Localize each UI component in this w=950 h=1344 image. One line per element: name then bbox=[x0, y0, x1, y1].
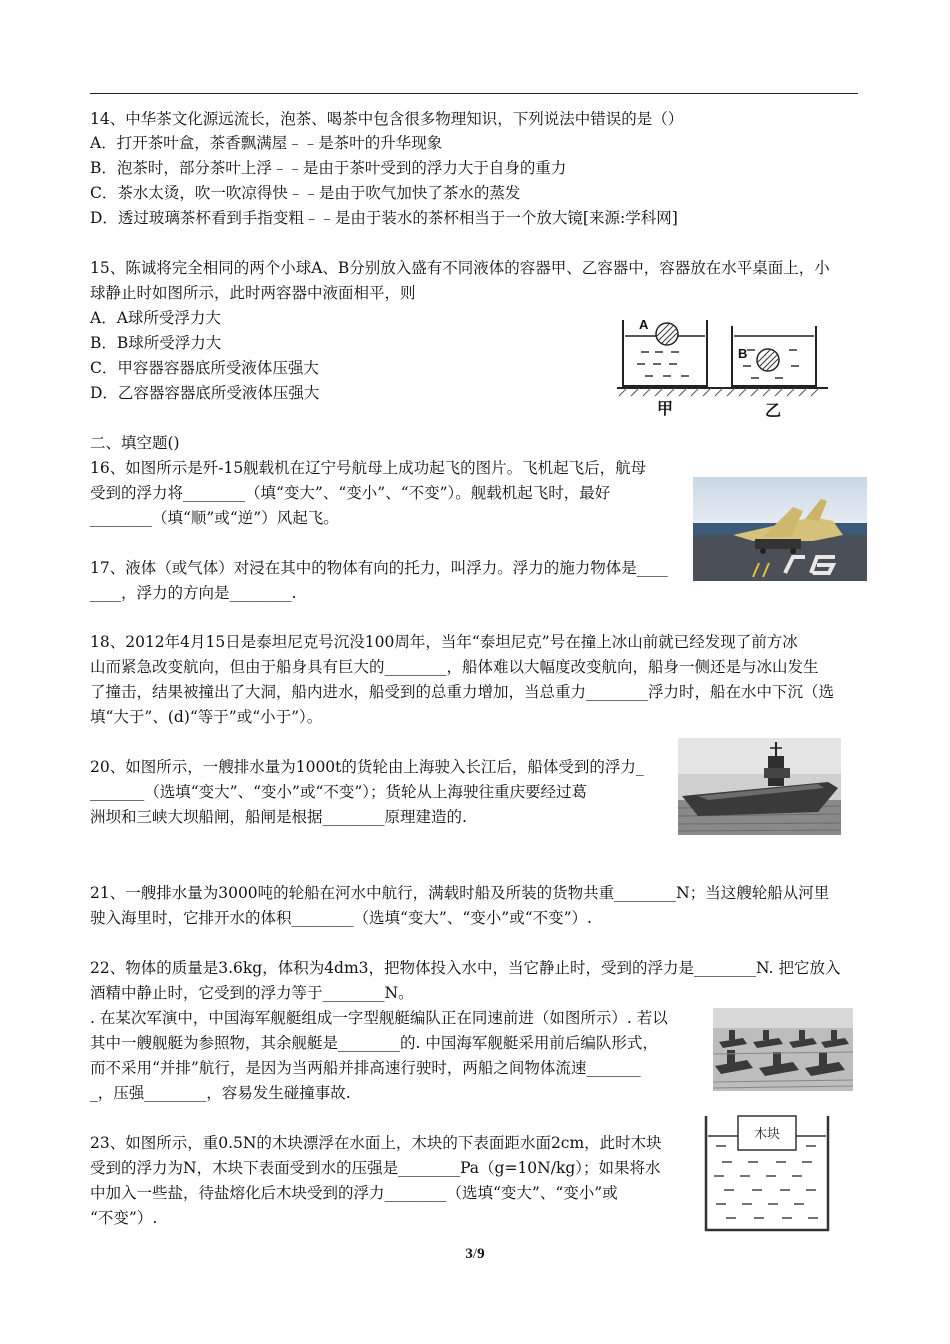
q14-option-b: B．泡茶时，部分茶叶上浮﹣﹣是由于茶叶受到的浮力大于自身的重力 bbox=[90, 159, 567, 177]
q21-line2: 驶入海里时，它排开水的体积________（选填“变大”、“变小”或“不变”）. bbox=[90, 909, 592, 927]
q22-line4: 其中一艘舰艇为参照物，其余舰艇是________的. 中国海军舰艇采用前后编队形式， bbox=[90, 1034, 658, 1052]
q16-line3: ________（填“顺”或“逆”）风起飞。 bbox=[90, 509, 339, 527]
q14-option-c: C．茶水太烫，吹一吹凉得快﹣﹣是由于吹气加快了茶水的蒸发 bbox=[90, 184, 521, 202]
q15-option-c: C．甲容器容器底所受液体压强大 bbox=[90, 359, 319, 377]
page-separator: / bbox=[472, 1246, 478, 1262]
page-number bbox=[0, 1246, 950, 1263]
header-rule bbox=[90, 93, 858, 94]
q14-option-d: D．透过玻璃茶杯看到手指变粗﹣﹣是由于装水的茶杯相当于一个放大镜[来源:学科网] bbox=[90, 209, 678, 227]
carrier-jet-photo bbox=[693, 477, 867, 581]
q23-line1: 23、如图所示，重0.5N的木块漂浮在水面上，木块的下表面距水面2cm，此时木块 bbox=[90, 1134, 662, 1152]
block-label: 木块 bbox=[753, 1127, 781, 1142]
q18-line1: 18、2012年4月15日是泰坦尼克号沉没100周年，当年“泰坦尼克”号在撞上冰山前就已经发现了前方冰 bbox=[90, 633, 798, 651]
q15-containers-figure bbox=[615, 316, 830, 424]
cargo-ship-photo bbox=[678, 738, 841, 835]
q23-line2: 受到的浮力为N，木块下表面受到水的压强是________Pa（g=10N/kg）；如果将水 bbox=[90, 1159, 661, 1177]
q15-stem-line2: 球静止时如图所示，此时两容器中液面相平，则 bbox=[90, 284, 416, 302]
q22-line2: 酒精中静止时，它受到的浮力等于________N。 bbox=[90, 984, 414, 1002]
section-title: 二、填空题() bbox=[90, 434, 180, 452]
ball-b-label: B bbox=[738, 346, 748, 361]
q22-line3: . 在某次军演中，中国海军舰艇组成一字型舰艇编队正在同速前进（如图所示）. 若以 bbox=[90, 1009, 668, 1027]
q20-line1: 20、如图所示，一艘排水量为1000t的货轮由上海驶入长江后，船体受到的浮力_ bbox=[90, 758, 644, 776]
q18-line2: 山而紧急改变航向，但由于船身具有巨大的________，船体难以大幅度改变航向，船身一侧还是与冰山发生 bbox=[90, 658, 819, 676]
q15-stem-line1: 15、陈诚将完全相同的两个小球A、B分别放入盛有不同液体的容器甲、乙容器中，容器放在水平桌面上，小 bbox=[90, 259, 830, 277]
q17-line2: ____，浮力的方向是________. bbox=[90, 584, 297, 602]
q18-line4: 填“大于”、(d)“等于”或“小于”）。 bbox=[90, 708, 323, 726]
q20-line3: 洲坝和三峡大坝船闸，船闸是根据________原理建造的. bbox=[90, 808, 467, 826]
q16-line2: 受到的浮力将________（填“变大”、“变小”、“不变”）。舰载机起飞时，最好 bbox=[90, 484, 611, 502]
q14-stem: 14、中华茶文化源远流长，泡茶、喝茶中包含很多物理知识，下列说法中错误的是（） bbox=[90, 110, 684, 128]
page-current: 3 bbox=[465, 1246, 473, 1262]
q21-line1: 21、一艘排水量为3000吨的轮船在河水中航行，满载时船及所装的货物共重________N；当这艘轮船从河里 bbox=[90, 884, 830, 902]
q23-line4: “不变”）. bbox=[90, 1209, 158, 1227]
q22-line5: 而不采用“并排”航行，是因为当两船并排高速行驶时，两船之间物体流速_______ bbox=[90, 1059, 641, 1077]
floating-block-figure bbox=[702, 1112, 834, 1236]
q15-option-a: A．A球所受浮力大 bbox=[90, 309, 221, 327]
q23-line3: 中加入一些盐，待盐熔化后木块受到的浮力________（选填“变大”、“变小”或 bbox=[90, 1184, 618, 1202]
q17-line1: 17、液体（或气体）对浸在其中的物体有向的托力，叫浮力。浮力的施力物体是____ bbox=[90, 559, 668, 577]
container-yi-label: 乙 bbox=[765, 401, 782, 420]
q14-option-a: A．打开茶叶盒，茶香飘满屋﹣﹣是茶叶的升华现象 bbox=[90, 134, 443, 152]
ball-a-label: A bbox=[639, 317, 649, 332]
page-total: 9 bbox=[477, 1246, 485, 1262]
q22-line6: _，压强________，容易发生碰撞事故. bbox=[90, 1084, 351, 1102]
q15-option-b: B．B球所受浮力大 bbox=[90, 334, 222, 352]
q15-option-d: D．乙容器容器底所受液体压强大 bbox=[90, 384, 320, 402]
container-jia-label: 甲 bbox=[657, 399, 674, 418]
fleet-formation-photo bbox=[713, 1008, 853, 1091]
q22-line1: 22、物体的质量是3.6kg，体积为4dm3，把物体投入水中，当它静止时，受到的浮力是________N. 把它放入 bbox=[90, 959, 841, 977]
q20-line2: _______（选填“变大”、“变小”或“不变”）；货轮从上海驶往重庆要经过葛 bbox=[90, 783, 588, 801]
q16-line1: 16、如图所示是歼-15舰载机在辽宁号航母上成功起飞的图片。飞机起飞后，航母 bbox=[90, 459, 647, 477]
q18-line3: 了撞击，结果被撞出了大洞，船内进水，船受到的总重力增加，当总重力________浮力时，船在水中下沉（选 bbox=[90, 683, 835, 701]
